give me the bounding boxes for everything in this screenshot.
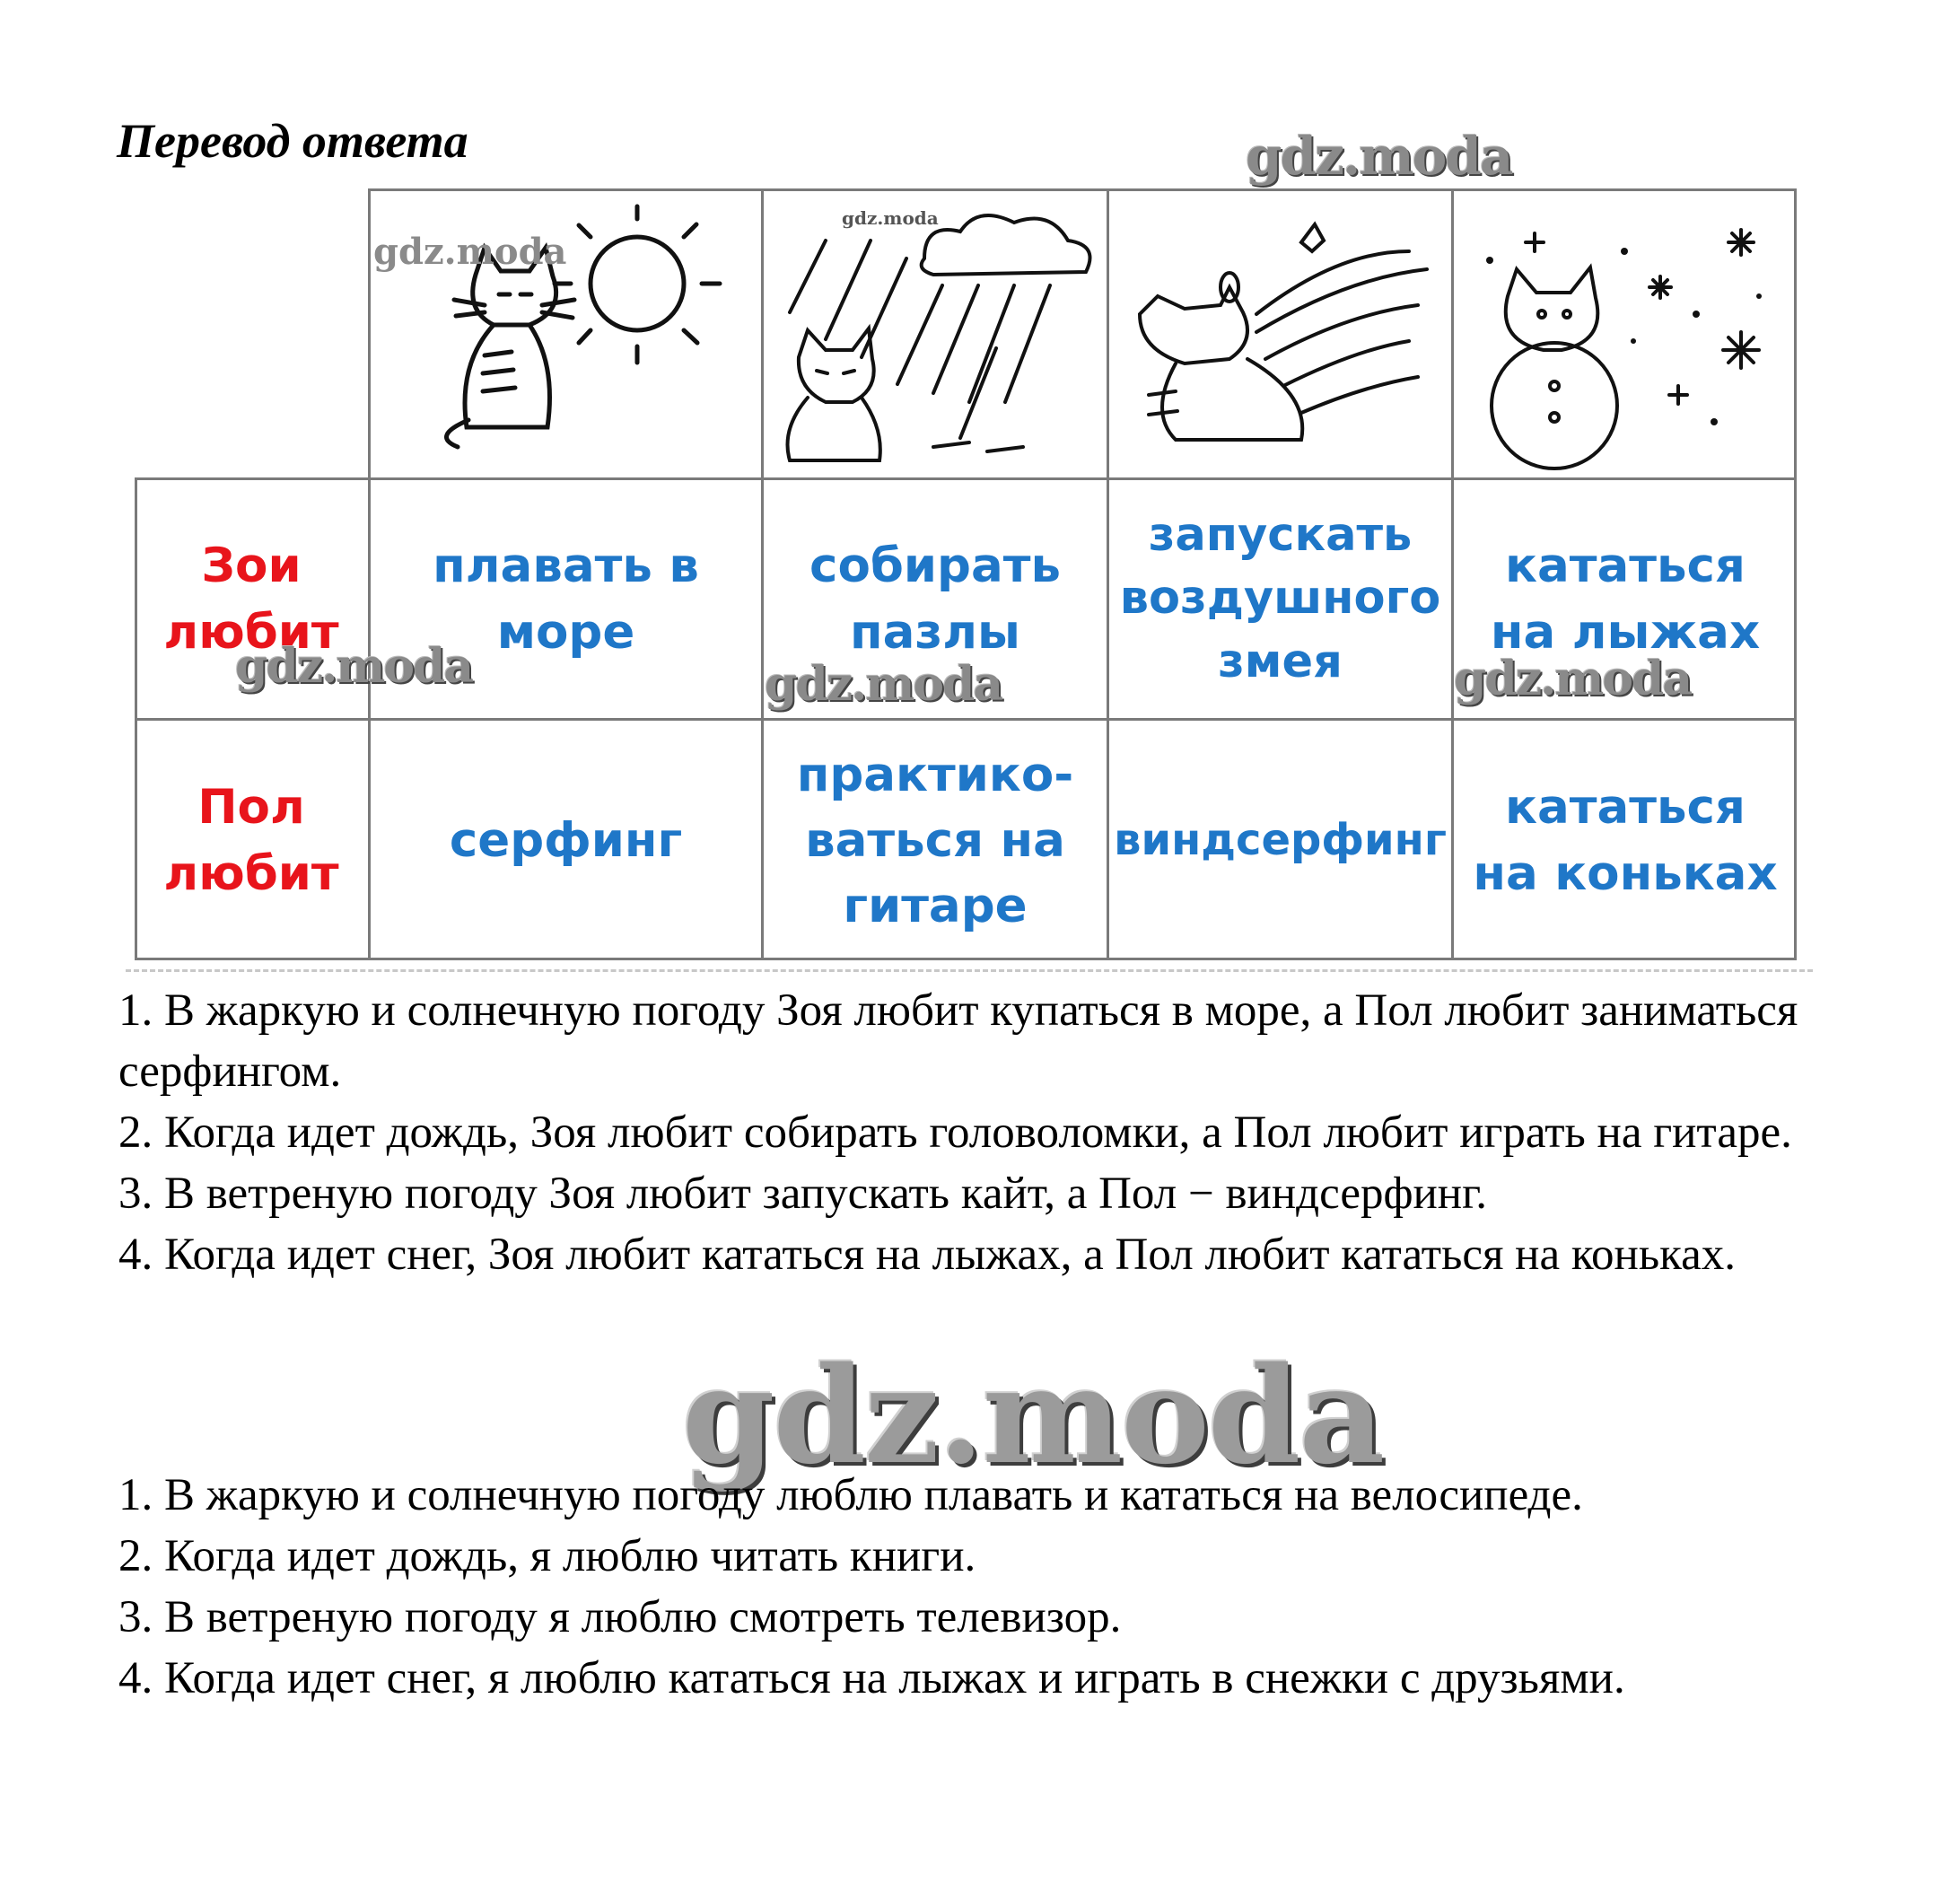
cell-zoe-snow: кататься на лыжах bbox=[1490, 538, 1761, 660]
cell-paul-wind: виндсерфинг bbox=[1114, 815, 1447, 866]
answers-block bbox=[118, 980, 1877, 1285]
answer-line: 2. Когда идет дождь, я люблю читать книги. bbox=[118, 1531, 976, 1581]
cell-zoe-rain: собирать пазлы bbox=[809, 538, 1061, 660]
own-answers-block bbox=[118, 1465, 1877, 1709]
cell-paul-rain: практико-ваться на гитаре bbox=[796, 747, 1074, 934]
watermark: gdz.moda bbox=[842, 207, 939, 229]
sun-cat-icon bbox=[373, 212, 736, 463]
page-title: Перевод ответа bbox=[117, 114, 468, 168]
cell-paul-sun: серфинг bbox=[449, 812, 683, 868]
divider bbox=[126, 969, 1813, 972]
row-label-zoe: Зои любит bbox=[163, 538, 339, 660]
watermark: gdz.moda bbox=[765, 657, 1002, 712]
answer-line: 4. Когда идет снег, Зоя любит кататься на лыжах, а Пол любит кататься на коньках. bbox=[118, 1230, 1736, 1280]
watermark: gdz.moda bbox=[1454, 652, 1692, 706]
answer-line: 1. В жаркую и солнечную погоду Зоя любит купаться в море, а Пол любит заниматься серфингом. bbox=[118, 985, 1798, 1097]
watermark: gdz.moda bbox=[682, 1337, 1384, 1493]
answer-line: 2. Когда идет дождь, Зоя любит собирать головоломки, а Пол любит играть на гитаре. bbox=[118, 1108, 1792, 1158]
row-label-paul: Пол любит bbox=[163, 780, 339, 901]
snow-cat-icon bbox=[1472, 215, 1786, 467]
watermark: gdz.moda bbox=[235, 639, 473, 694]
wind-cat-icon bbox=[1122, 215, 1445, 467]
watermark: gdz.moda bbox=[1246, 126, 1512, 187]
cell-zoe-sun: плавать в море bbox=[433, 538, 699, 660]
watermark: gdz.moda bbox=[373, 231, 567, 273]
answer-line: 3. В ветреную погоду Зоя любит запускать кайт, а Пол − виндсерфинг. bbox=[118, 1169, 1488, 1219]
cell-paul-snow: кататься на коньках bbox=[1473, 780, 1778, 901]
cell-zoe-wind: запускать воздушного змея bbox=[1119, 508, 1441, 688]
rain-cat-icon bbox=[772, 205, 1104, 469]
answer-line: 1. В жаркую и солнечную погоду люблю плавать и кататься на велосипеде. bbox=[118, 1470, 1583, 1520]
answer-line: 3. В ветреную погоду я люблю смотреть телевизор. bbox=[118, 1592, 1122, 1642]
answer-line: 4. Когда идет снег, я люблю кататься на лыжах и играть в снежки с друзьями. bbox=[118, 1653, 1625, 1703]
